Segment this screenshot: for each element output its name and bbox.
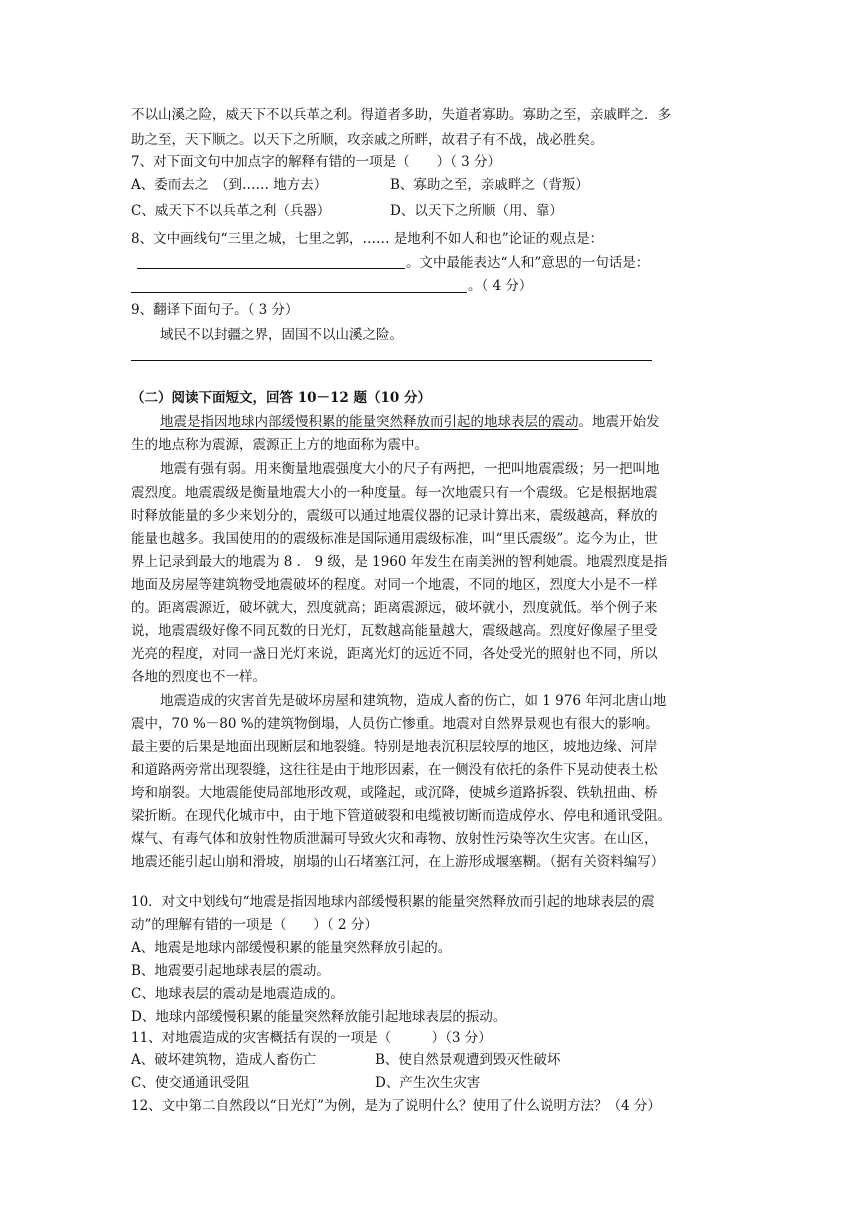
question-8-stem: 8、文中画线句“三里之城，七里之郭，…… 是地利不如人和也”论证的观点是： <box>131 231 604 247</box>
section-heading: （二）阅读下面短文，回答 10－12 题（10 分） <box>131 390 431 406</box>
question-7-stem: 7、对下面文句中加点字的解释有错的一项是（ ）（ 3 分） <box>131 154 502 170</box>
paragraph-2-line: 说，地震震级好像不同瓦数的日光灯，瓦数越高能量越大，震级越高。烈度好像屋子里受 <box>131 623 658 639</box>
paragraph-3-line: 煤气、有毒气体和放射性物质泄漏可导致火灾和毒物、放射性污染等次生灾害。在山区， <box>131 831 658 847</box>
question-8-end-text: 。（ 4 分） <box>468 278 533 294</box>
paragraph-1-line-1 <box>160 413 660 431</box>
paragraph-3-line: 梁折断。在现代化城市中，由于地下管道破裂和电缆被切断而造成停水、停电和通讯受阻。 <box>131 808 671 824</box>
paragraph-3-line: 震中，70 %－80 %的建筑物倒塌，人员伤亡惨重。地震对自然界景观也有很大的影响。 <box>131 716 659 732</box>
paragraph-2-line: 的。距离震源近，破坏就大，烈度就高；距离震源远，破坏就小，烈度就低。举个例子来 <box>131 600 658 616</box>
question-11-stem: 11、对地震造成的灾害概括有误的一项是（ ）（3 分） <box>131 1030 492 1046</box>
question-11-option-b: B、使自然景观遭到毁灭性破坏 <box>375 1052 561 1068</box>
question-10-stem-line-2: 动”的理解有错的一项是（ ）（ 2 分） <box>131 917 378 933</box>
paragraph-3-line: 地震还能引起山崩和滑坡，崩塌的山石堵塞江河，在上游形成堰塞糊。（据有关资料编写） <box>131 854 665 870</box>
passage-continuation-line-1: 不以山溪之险，威天下不以兵革之利。得道者多助，失道者寡助。寡助之至，亲戚畔之．多 <box>131 107 671 123</box>
question-9-stem: 9、翻译下面句子。（ 3 分） <box>131 302 299 318</box>
question-11-option-c: C、使交通通讯受阻 <box>131 1075 250 1091</box>
answer-blank-line <box>137 268 405 269</box>
paragraph-2-line: 时释放能量的多少来划分的，震级可以通过地震仪器的记录计算出来，震级越高，释放的 <box>131 508 658 524</box>
paragraph-3-line: 垮和崩裂。大地震能使局部地形改观，或隆起，或沉降，使城乡道路拆裂、铁轨扭曲、桥 <box>131 785 658 801</box>
question-10-option-c: C、地球表层的震动是地震造成的。 <box>131 986 344 1002</box>
passage-continuation-line-2: 助之至，天下顺之。以天下之所顺，攻亲戚之所畔，故君子有不战，战必胜矣。 <box>131 132 604 148</box>
underlined-sentence: 地震是指因地球内部缓慢积累的能量突然释放而引起的地球表层的震动 <box>160 414 579 430</box>
paragraph-2-line: 地面及房屋等建筑物受地震破坏的程度。对同一个地震，不同的地区，烈度大小是不一样 <box>131 577 658 593</box>
paragraph-2-line: 各地的烈度也不一样。 <box>131 669 266 685</box>
paragraph-2-line: 光亮的程度，对同一盏日光灯来说，距离光灯的远近不同，各处受光的照射也不同，所以 <box>131 646 658 662</box>
paragraph-3-line: 地震造成的灾害首先是破坏房屋和建筑物，造成人畜的伤亡，如 1 976 年河北唐山地 <box>160 693 667 709</box>
question-11-option-d: D、产生次生灾害 <box>375 1075 481 1091</box>
question-7-option-b: B、寡助之至，亲戚畔之（背叛） <box>390 177 589 193</box>
question-10-option-d: D、地球内部缓慢积累的能量突然释放能引起地球表层的振动。 <box>131 1009 507 1025</box>
paragraph-1-line-1-rest: 。地震开始发 <box>578 414 660 430</box>
question-10-stem-line-1: 10．对文中划线句“地震是指因地球内部缓慢积累的能量突然释放而引起的地球表层的震 <box>131 894 655 910</box>
paragraph-2-line: 能量也越多。我国使用的的震级标准是国际通用震级标准，叫“里氏震级”。迄今为止，世 <box>131 531 658 547</box>
question-10-option-a: A、地震是地球内部缓慢积累的能量突然释放引起的。 <box>131 940 452 956</box>
question-9-sentence: 域民不以封疆之界，固国不以山溪之险。 <box>160 327 403 343</box>
answer-blank-line <box>131 292 467 293</box>
question-8-middle-text: 。文中最能表达“人和”意思的一句话是： <box>406 255 650 271</box>
answer-blank-line <box>131 360 652 361</box>
paragraph-2-line: 地震有强有弱。用来衡量地震强度大小的尺子有两把，一把叫地震震级；另一把叫地 <box>160 461 660 477</box>
paragraph-3-line: 和道路两旁常出现裂缝，这往往是由于地形因素，在一侧没有依托的条件下晃动使表土松 <box>131 762 658 778</box>
question-10-option-b: B、地震要引起地球表层的震动。 <box>131 963 330 979</box>
question-7-option-c: C、威天下不以兵革之利（兵器） <box>131 203 331 219</box>
paragraph-2-line: 震烈度。地震震级是衡量地震大小的一种度量。每一次地震只有一个震级。它是根据地震 <box>131 485 658 501</box>
question-12-stem: 12、文中第二自然段以“日光灯”为例，是为了说明什么？使用了什么说明方法？（4 分） <box>131 1098 661 1114</box>
question-7-option-d: D、以天下之所顺（用、靠） <box>390 203 563 219</box>
paragraph-1-line-2: 生的地点称为震源，震源正上方的地面称为震中。 <box>131 437 428 453</box>
paragraph-2-line: 界上记录到最大的地震为 8 ． 9 级，是 1960 年发生在南美洲的智利她震。地震烈度是指 <box>131 554 668 570</box>
question-7-option-a: A、委而去之 （到…… 地方去） <box>131 177 328 193</box>
paragraph-3-line: 最主要的后果是地面出现断层和地裂缝。特别是地表沉积层较厚的地区，坡地边缘、河岸 <box>131 739 658 755</box>
question-11-option-a: A、破坏建筑物，造成人畜伤亡 <box>131 1052 317 1068</box>
